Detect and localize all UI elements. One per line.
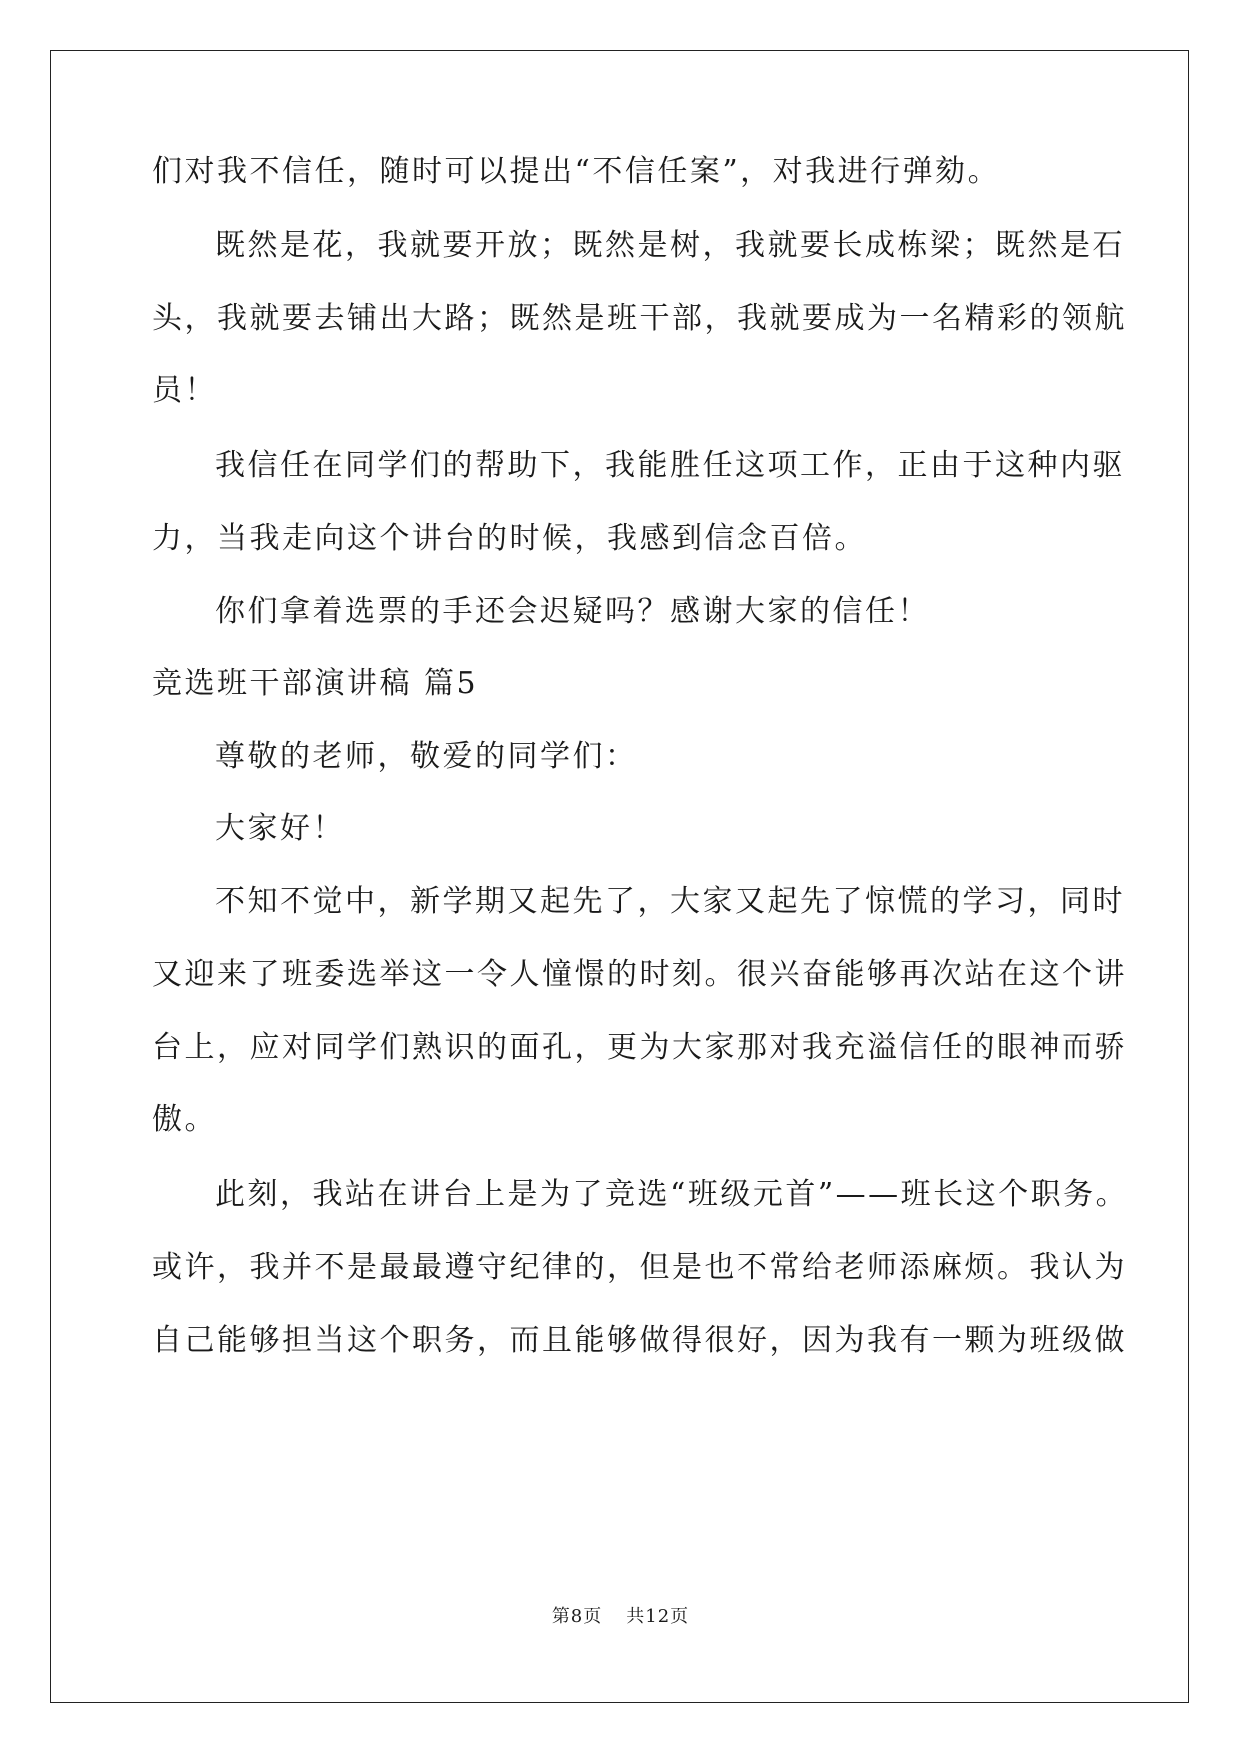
hello-line: 大家好！ (215, 811, 345, 846)
paragraph-7-line-4: 傲。 (152, 1102, 217, 1137)
paragraph-7-line-2: 又迎来了班委选举这一令人憧憬的时刻。很兴奋能够再次站在这个讲 (152, 957, 1127, 992)
paragraph-8-line-2: 或许，我并不是最最遵守纪律的，但是也不常给老师添麻烦。我认为 (152, 1250, 1127, 1285)
paragraph-2-line-2: 头，我就要去铺出大路；既然是班干部，我就要成为一名精彩的领航 (152, 301, 1127, 336)
paragraph-3-line-1: 我信任在同学们的帮助下，我能胜任这项工作，正由于这种内驱 (215, 448, 1125, 483)
paragraph-4-line-1: 你们拿着选票的手还会迟疑吗？感谢大家的信任！ (215, 594, 930, 629)
paragraph-3-line-2: 力，当我走向这个讲台的时候，我感到信念百倍。 (152, 521, 867, 556)
paragraph-2-line-3: 员！ (152, 373, 217, 408)
section-heading: 竞选班干部演讲稿 篇5 (152, 666, 479, 701)
paragraph-7-line-1: 不知不觉中，新学期又起先了，大家又起先了惊慌的学习，同时 (215, 884, 1125, 919)
paragraph-8-line-3: 自己能够担当这个职务，而且能够做得很好，因为我有一颗为班级做 (152, 1323, 1127, 1358)
paragraph-2-line-1: 既然是花，我就要开放；既然是树，我就要长成栋梁；既然是石 (215, 228, 1125, 263)
paragraph-7-line-3: 台上，应对同学们熟识的面孔，更为大家那对我充溢信任的眼神而骄 (152, 1030, 1127, 1065)
paragraph-8-line-1: 此刻，我站在讲台上是为了竞选“班级元首”——班长这个职务。 (215, 1177, 1129, 1212)
paragraph-1-line-1: 们对我不信任，随时可以提出“不信任案”，对我进行弹劾。 (152, 154, 1001, 189)
page-number-current: 第8页 (551, 1606, 603, 1627)
page-border (50, 50, 1189, 1703)
page-footer (0, 1606, 1241, 1628)
greeting-line: 尊敬的老师，敬爱的同学们： (215, 739, 638, 774)
page-number-total: 共12页 (626, 1606, 690, 1627)
